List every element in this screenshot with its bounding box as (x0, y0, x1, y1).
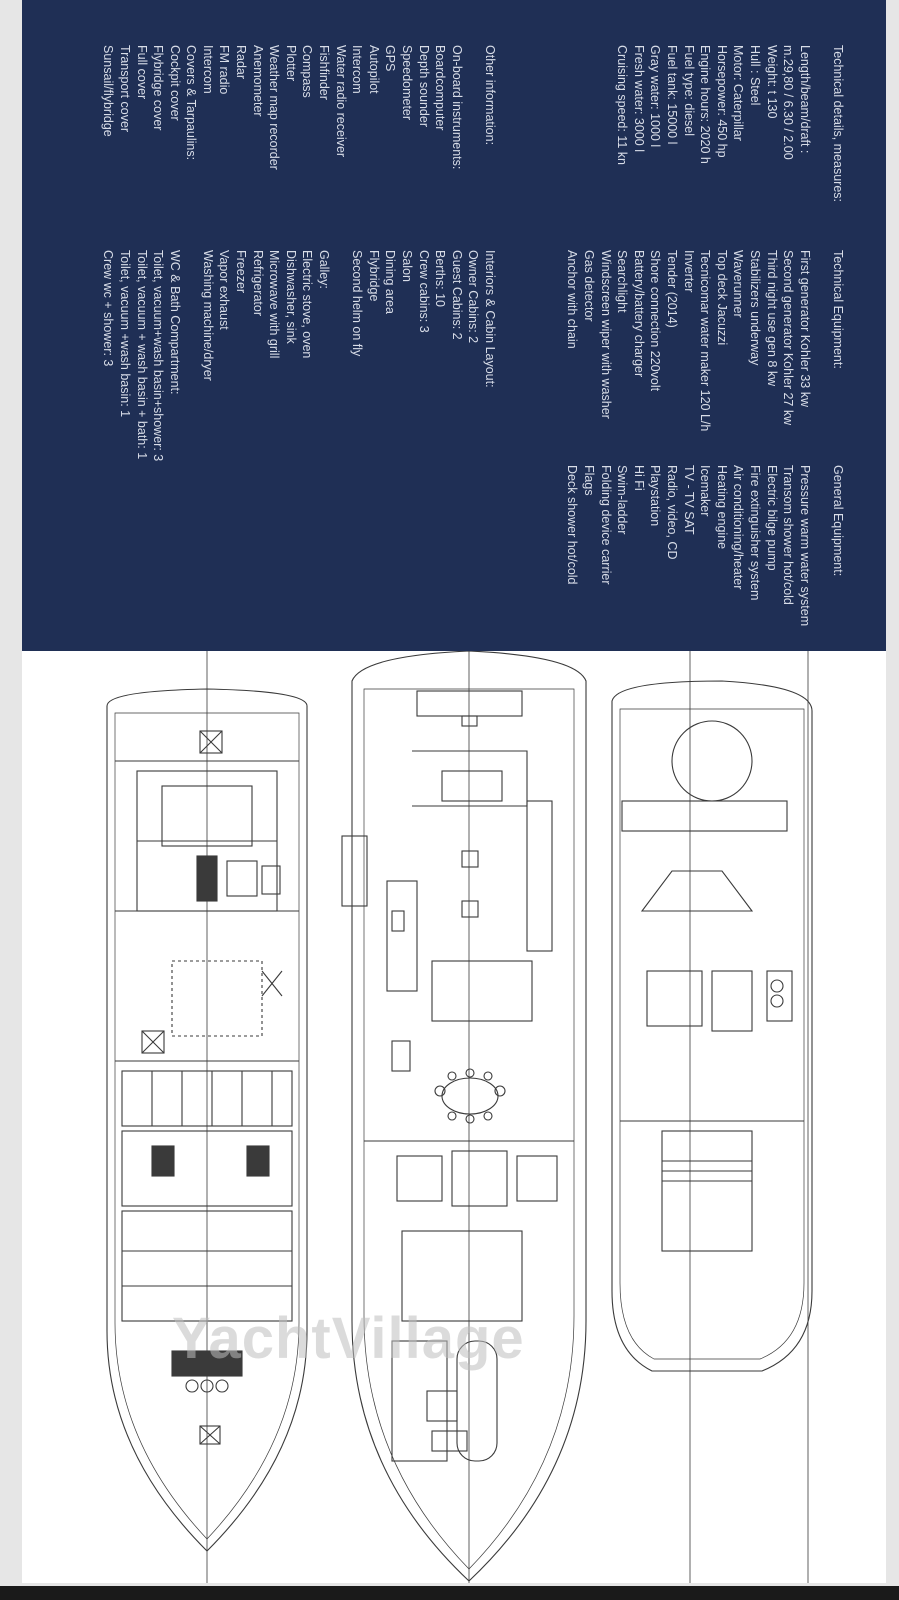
spec-line: Autopilot (366, 45, 381, 94)
spec-line: Shore connection 220volt (648, 250, 663, 392)
other-list (100, 45, 465, 170)
spec-line: Horsepower: 450 hp (714, 45, 729, 158)
spec-line: Deck shower hot/cold (565, 465, 580, 585)
spec-line: Pressure warm water system (797, 465, 812, 627)
spec-line: Flags (582, 465, 597, 496)
other-heading: Other information: (483, 45, 497, 146)
spec-line: Hull : Steel (748, 45, 763, 106)
spec-line: Weather map recorder (267, 45, 282, 170)
spec-line: Plotter (283, 45, 298, 82)
watermark-logo: YachtVillage (172, 1306, 525, 1371)
galley-list (199, 250, 315, 510)
spec-line: Inverter (681, 250, 696, 293)
spec-line: Full cover (134, 45, 149, 100)
spec-line: Gray water: 1000 l (648, 45, 663, 148)
general-column (564, 465, 846, 645)
spec-line: Weight: t 130 (764, 45, 779, 119)
spec-line: Length/beam/draft : (797, 45, 812, 154)
spec-line: Radio, video, CD (665, 465, 680, 560)
other-info-block (100, 45, 498, 170)
spec-line: Radar (234, 45, 249, 80)
spec-line: Hi Fi (631, 465, 646, 491)
spec-line: Intercom (200, 45, 215, 94)
spec-line: Compass (300, 45, 315, 98)
spec-line: Heating engine (714, 465, 729, 550)
general-list (564, 465, 813, 645)
brochure-page (22, 0, 886, 1583)
spec-line: Owner Cabins: 2 (466, 250, 481, 344)
spec-panel (22, 0, 886, 651)
spec-line: Transport cover (117, 45, 132, 133)
spec-line: Fishfinder (317, 45, 332, 100)
spec-line: Gas detector (582, 250, 597, 322)
spec-line: Intercom (350, 45, 365, 94)
spec-line: Waverunner (731, 250, 746, 318)
spec-line: Speedometer (400, 45, 415, 121)
spec-line: Fuel tank: 15000 l (665, 45, 680, 145)
spec-line: Second generator Kohler 27 kw (781, 250, 796, 426)
spec-line: Depth sounder (416, 45, 431, 128)
bottom-bar (0, 1586, 899, 1600)
spec-line: Playstation (648, 465, 663, 527)
general-heading: General Equipment: (831, 465, 845, 577)
spec-line: Crew cabins: 3 (416, 250, 431, 333)
spec-line: First generator Kohler 33 kw (797, 250, 812, 408)
spec-line: Refrigerator (250, 250, 265, 316)
spec-line: On-board instruments: (449, 45, 464, 170)
wc-heading: WC & Bath Compartment: (167, 250, 182, 395)
technical-heading: Technical details, measures: (831, 45, 845, 203)
spec-line: Third night use gen 8 kw (764, 250, 779, 387)
spec-line: Washing machine/dryer (200, 250, 215, 381)
spec-line: Vapor exhaust (217, 250, 232, 330)
wc-list (100, 250, 166, 510)
spec-line: Top deck Jacuzzi (714, 250, 729, 346)
spec-line: Tecnicomar water maker 120 L/h (698, 250, 713, 432)
spec-line: Toilet, vacuum +wash basin: 1 (117, 250, 132, 418)
spec-line: Swim-ladder (615, 465, 630, 535)
spec-line: Anemometer (250, 45, 265, 117)
spec-line: Freezer (234, 250, 249, 294)
spec-line: Windscreen wiper with washer (598, 250, 613, 419)
spec-line: Water radio receiver (333, 45, 348, 158)
spec-line: Searchlight (615, 250, 630, 313)
spec-line: Tender (2014) (665, 250, 680, 328)
spec-line: Fire extinguisher system (748, 465, 763, 601)
spec-columns (22, 0, 886, 651)
spec-line: Transom shower hot/cold (781, 465, 796, 605)
spec-line: Battery/battery charger (631, 250, 646, 378)
spec-line: Berths: 10 (433, 250, 448, 307)
spec-line: Dining area (383, 250, 398, 314)
spec-line: Air conditioning/heater (731, 465, 746, 590)
spec-line: Engine hours: 2020 h (698, 45, 713, 164)
spec-line: Folding device carrier (598, 465, 613, 585)
spec-line: Second helm on fly (350, 250, 365, 357)
spec-line: Icemaker (698, 465, 713, 517)
interiors-list (349, 250, 482, 510)
spec-line: Toilet, vacuum + wash basin + bath: 1 (134, 250, 149, 460)
spec-line: Sunsail/flybridge (101, 45, 116, 137)
interiors-block (100, 250, 498, 510)
spec-line: Electric stove, oven (300, 250, 315, 359)
equipment-list (564, 250, 813, 470)
equipment-column (101, 250, 846, 470)
spec-line: Fuel type: diesel (681, 45, 696, 137)
spec-line: Flybridge (366, 250, 381, 302)
spec-line: Boardcomputer (433, 45, 448, 131)
spec-line: Anchor with chain (565, 250, 580, 349)
spec-line: TV - TV SAT (681, 465, 696, 535)
spec-line: m.29,80 / 6.30 / 2.00 (781, 45, 796, 160)
spec-line: FM radio (217, 45, 232, 95)
spec-line: Electric bilge pump (764, 465, 779, 571)
spec-line: Motor: Caterpillar (731, 45, 746, 141)
spec-line: Microwave with grill (267, 250, 282, 359)
spec-line: Stabilizers underway (748, 250, 763, 366)
main-deck-plan (342, 651, 586, 1581)
spec-line: GPS (383, 45, 398, 72)
spec-line: Flybridge cover (151, 45, 166, 131)
spec-line: Cruising speed: 11 kn (615, 45, 630, 165)
spec-line: Crew wc + shower: 3 (101, 250, 116, 367)
flybridge-plan (612, 681, 812, 1371)
spec-line: Dishwasher, sink (283, 250, 298, 344)
deck-plans-drawing (22, 651, 886, 1583)
spec-line: Fresh water: 3000 l (631, 45, 646, 152)
spec-line: Covers & Tarpaulins: (184, 45, 199, 161)
galley-heading: Galley: (317, 250, 332, 289)
spec-line: Cockpit cover (167, 45, 182, 121)
interiors-heading: Interiors & Cabin Layout: (483, 250, 497, 388)
spec-line: Salon (400, 250, 415, 282)
spec-line: Guest Cabins: 2 (449, 250, 464, 340)
spec-line: Toilet, vacuum+wash basin+shower: 3 (151, 250, 166, 462)
equipment-heading: Technical Equipment: (831, 250, 845, 369)
